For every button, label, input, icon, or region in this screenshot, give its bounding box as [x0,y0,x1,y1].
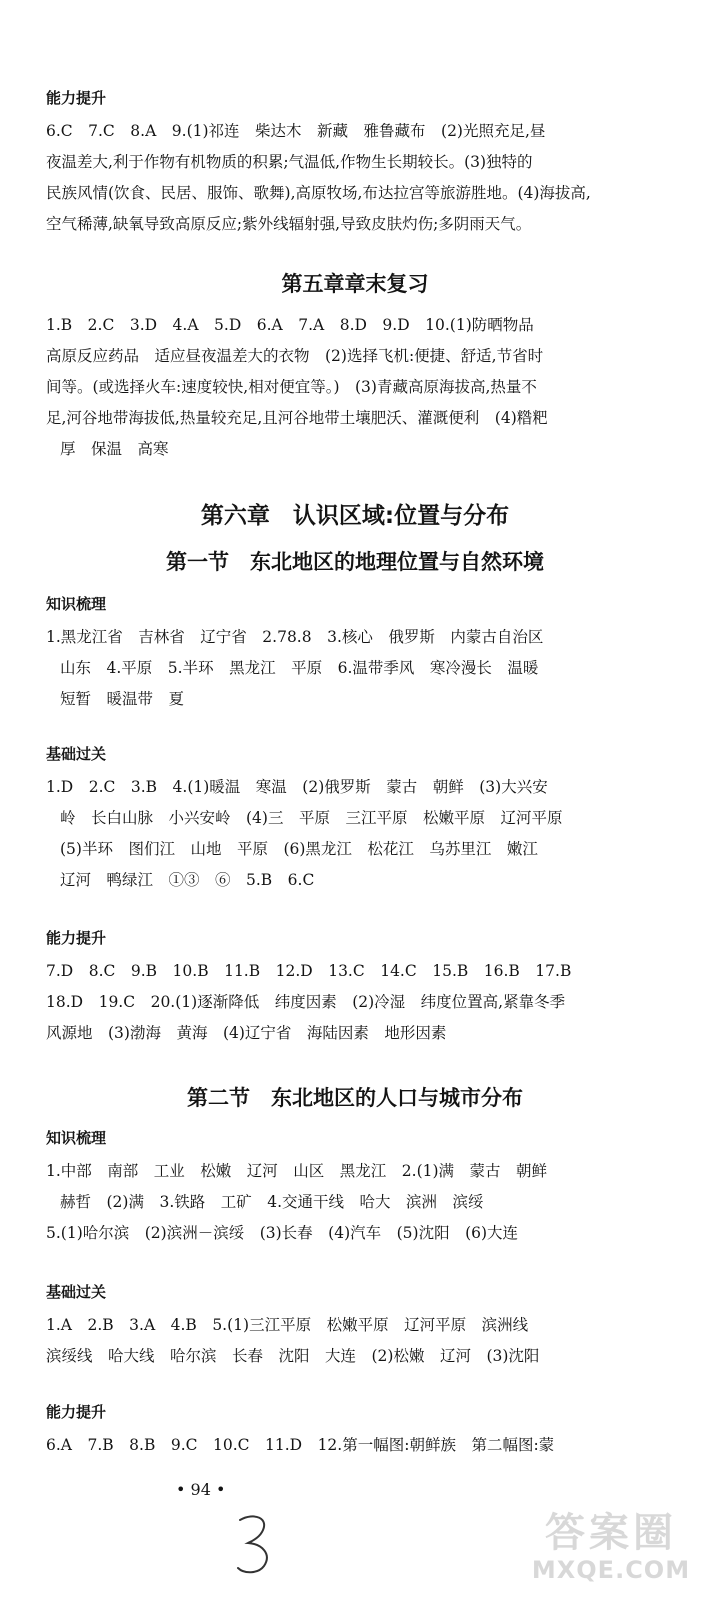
subheading-knowledge-2: 知识梳理 [46,1129,107,1147]
answer-line: 岭 长白山脉 小兴安岭 (4)三 平原 三江平原 松嫩平原 辽河平原 [60,809,563,827]
page-number: • 94 • [176,1480,226,1499]
subheading-ability-3: 能力提升 [46,1403,107,1421]
answer-line: 间等。(或选择火车:速度较快,相对便宜等。) (3)青藏高原海拔高,热量不 [46,378,537,396]
answers-knowledge-1 [46,622,666,715]
subheading-ability-2: 能力提升 [46,929,107,947]
handwritten-mark-icon [232,1512,278,1578]
answer-line: 1.A 2.B 3.A 4.B 5.(1)三江平原 松嫩平原 辽河平原 滨洲线 [46,1316,529,1334]
chapter5-review-title: 第五章章末复习 [281,272,429,296]
answer-line: 短暂 暖温带 夏 [60,690,185,708]
section2-title: 第二节 东北地区的人口与城市分布 [187,1086,523,1110]
chapter6-title: 第六章 认识区域:位置与分布 [200,503,510,529]
answer-line: 1.B 2.C 3.D 4.A 5.D 6.A 7.A 8.D 9.D 10.(1)防晒物品 [46,316,534,334]
answers-knowledge-2 [46,1156,666,1249]
answer-line: 6.C 7.C 8.A 9.(1)祁连 柴达木 新藏 雅鲁藏布 (2)光照充足,昼 [46,122,546,140]
section1-title: 第一节 东北地区的地理位置与自然环境 [166,550,544,574]
answer-line: 1.D 2.C 3.B 4.(1)暖温 寒温 (2)俄罗斯 蒙古 朝鲜 (3)大兴安 [46,778,548,796]
watermark-text: 答案圈 [545,1510,677,1556]
answer-line: 7.D 8.C 9.B 10.B 11.B 12.D 13.C 14.C 15.B 16.B 17.B [46,962,572,980]
subheading-basic-2: 基础过关 [46,1283,107,1301]
answer-line: 高原反应药品 适应昼夜温差大的衣物 (2)选择飞机:便捷、舒适,节省时 [46,347,544,365]
answers-basic-2 [46,1310,666,1372]
answers-ability-1 [46,116,666,240]
subheading-basic-1: 基础过关 [46,745,107,763]
answers-ability-2 [46,956,666,1049]
answer-line: 18.D 19.C 20.(1)逐渐降低 纬度因素 (2)冷湿 纬度位置高,紧靠冬季 [46,993,566,1011]
answer-line: 山东 4.平原 5.半环 黑龙江 平原 6.温带季风 寒冷漫长 温暖 [60,659,539,677]
watermark-logo [518,1510,704,1592]
answer-line: 风源地 (3)渤海 黄海 (4)辽宁省 海陆因素 地形因素 [46,1024,447,1042]
subheading-knowledge-1: 知识梳理 [46,595,107,613]
answers-chapter5-review [46,310,666,465]
answer-line: 赫哲 (2)满 3.铁路 工矿 4.交通干线 哈大 滨洲 滨绥 [60,1193,484,1211]
watermark-url: MXQE.COM [531,1556,691,1584]
answer-line: 5.(1)哈尔滨 (2)滨洲－滨绥 (3)长春 (4)汽车 (5)沈阳 (6)大连 [46,1224,519,1242]
answer-line: 1.中部 南部 工业 松嫩 辽河 山区 黑龙江 2.(1)满 蒙古 朝鲜 [46,1162,548,1180]
answer-line: 1.黑龙江省 吉林省 辽宁省 2.78.8 3.核心 俄罗斯 内蒙古自治区 [46,628,544,646]
answer-line: 足,河谷地带海拔低,热量较充足,且河谷地带土壤肥沃、灌溉便利 (4)糌粑 [46,409,548,427]
answer-line: 民族风情(饮食、民居、服饰、歌舞),高原牧场,布达拉宫等旅游胜地。(4)海拔高, [46,184,591,202]
answer-line: 滨绥线 哈大线 哈尔滨 长春 沈阳 大连 (2)松嫩 辽河 (3)沈阳 [46,1347,540,1365]
answers-basic-1 [46,772,666,896]
subheading-ability-1: 能力提升 [46,89,107,107]
answer-line: 夜温差大,利于作物有机物质的积累;气温低,作物生长期较长。(3)独特的 [46,153,533,171]
answer-line: 辽河 鸭绿江 ①③ ⑥ 5.B 6.C [60,871,315,889]
answers-ability-3 [46,1430,666,1461]
answer-line: 空气稀薄,缺氧导致高原反应;紫外线辐射强,导致皮肤灼伤;多阴雨天气。 [46,215,532,233]
answer-line: 6.A 7.B 8.B 9.C 10.C 11.D 12.第一幅图:朝鲜族 第二幅图:蒙 [46,1436,555,1454]
answer-line: (5)半环 图们江 山地 平原 (6)黑龙江 松花江 乌苏里江 嫩江 [60,840,538,858]
answer-line: 厚 保温 高寒 [60,440,169,458]
